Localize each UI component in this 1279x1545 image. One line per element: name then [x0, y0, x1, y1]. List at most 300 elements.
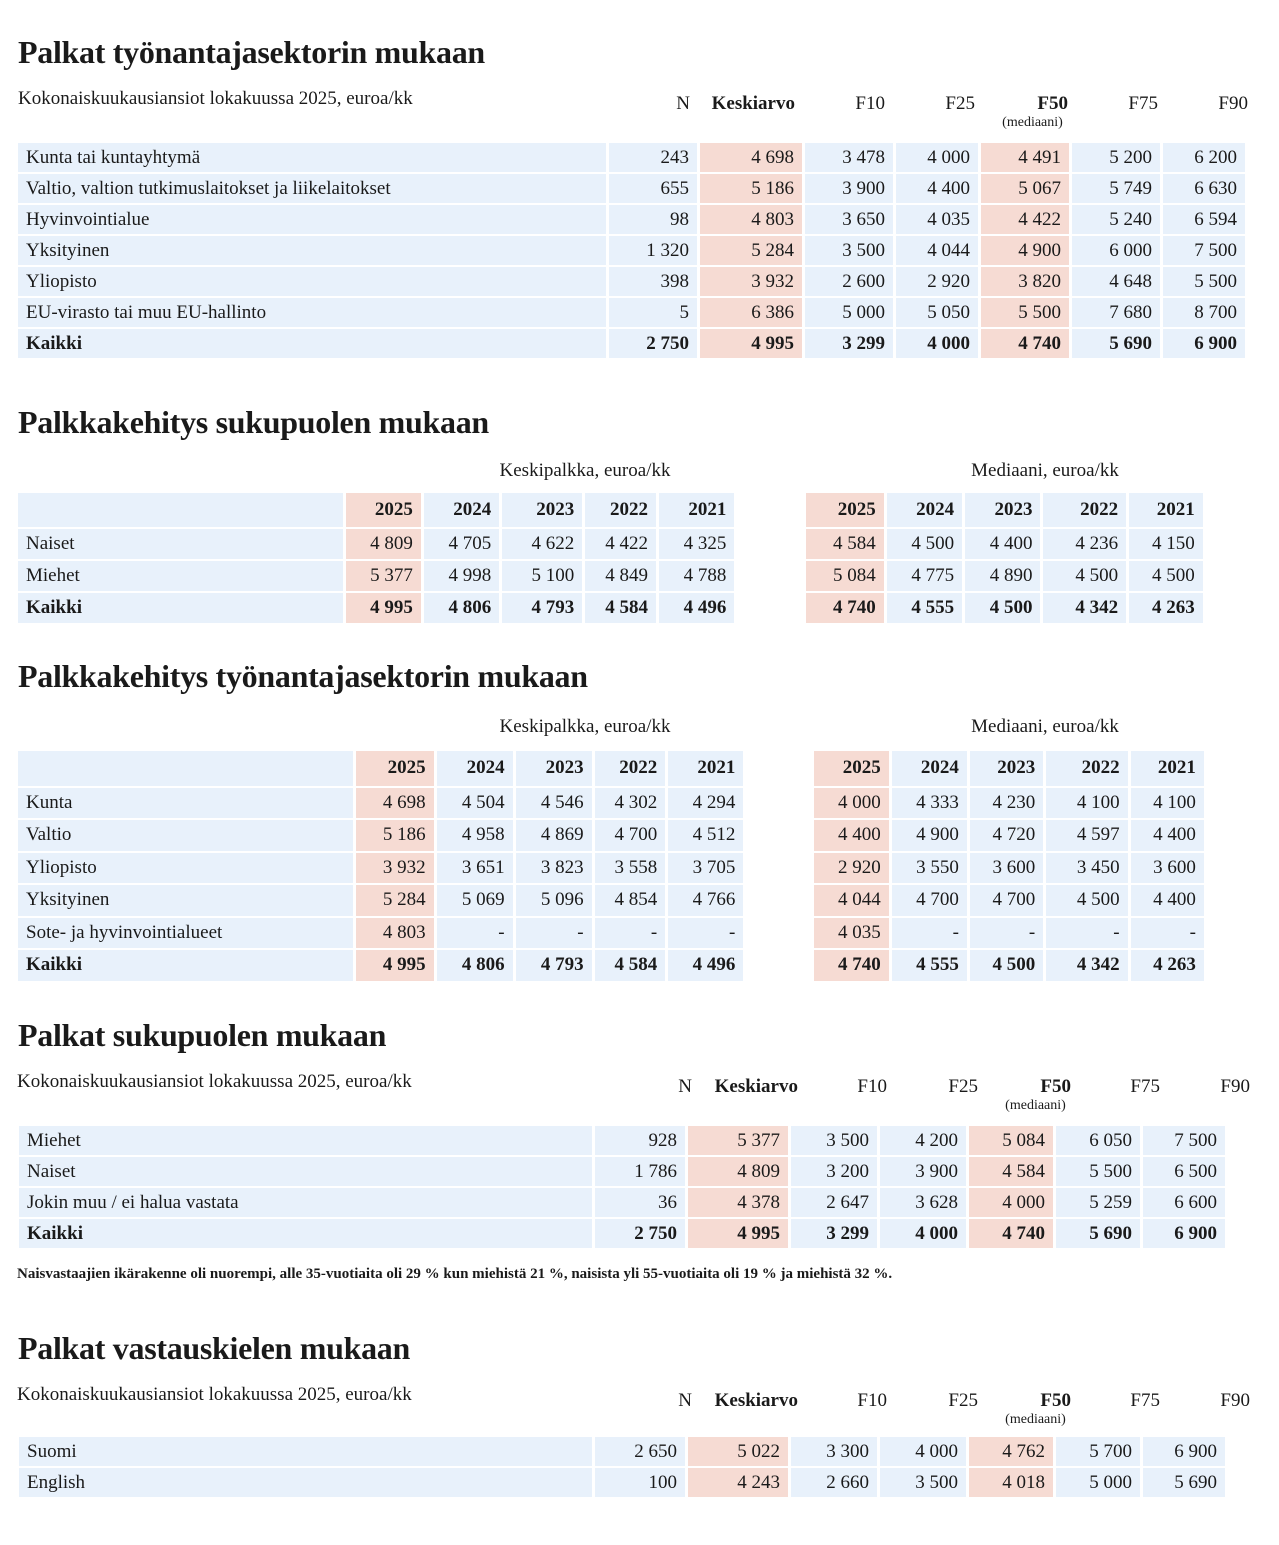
- table-cell: 4 500: [1129, 561, 1203, 591]
- table-cell: 5 690: [1056, 1219, 1140, 1248]
- year-header: 2022: [585, 493, 656, 527]
- table-cell: 5 000: [805, 298, 893, 327]
- row-label: Kaikki: [18, 329, 606, 358]
- table-cell: 4 018: [969, 1468, 1053, 1497]
- year-header: 2021: [659, 493, 734, 527]
- year-header-row: [18, 493, 1276, 527]
- table-row: [18, 174, 1245, 203]
- group-gap: [737, 529, 802, 559]
- table-cell: 5 377: [346, 561, 421, 591]
- table-cell: 3 600: [970, 853, 1043, 884]
- table-cell: 2 750: [595, 1219, 685, 1248]
- table-row: [19, 1219, 1225, 1248]
- table-cell: 3 558: [595, 853, 666, 884]
- row-label: Suomi: [19, 1437, 592, 1466]
- table-cell: 4 422: [981, 205, 1069, 234]
- table-cell: 5 067: [981, 174, 1069, 203]
- f50-label: F50: [1040, 1076, 1071, 1097]
- table-cell: 4 995: [688, 1219, 788, 1248]
- table-cell: 6 200: [1163, 143, 1245, 172]
- table-cell: 6 630: [1163, 174, 1245, 203]
- table-cell: 6 900: [1163, 329, 1245, 358]
- table-cell: 5 690: [1072, 329, 1160, 358]
- section-subtitle: Kokonaiskuukausiansiot lokakuussa 2025, euroa/kk: [17, 1384, 412, 1405]
- section-title: Palkkakehitys työnantajasektorin mukaan: [18, 658, 588, 694]
- table-cell: 4 766: [668, 885, 743, 916]
- col-header-f75: F75: [1130, 1076, 1160, 1097]
- table-cell: 4 793: [502, 593, 582, 623]
- table-cell: 5: [609, 298, 697, 327]
- table-cell: 4 500: [1046, 885, 1127, 916]
- table-cell: 3 900: [805, 174, 893, 203]
- table-row: [18, 853, 1276, 884]
- group-gap: [737, 493, 802, 527]
- section-title: Palkkakehitys sukupuolen mukaan: [18, 404, 489, 440]
- col-header-n: N: [676, 93, 690, 114]
- table-cell: 36: [595, 1188, 685, 1217]
- table-cell: 4 400: [1131, 885, 1204, 916]
- row-label: Sote- ja hyvinvointialueet: [18, 918, 353, 949]
- table-row: [18, 950, 1276, 981]
- table-cell: 5 000: [1056, 1468, 1140, 1497]
- table-cell: 4 854: [595, 885, 666, 916]
- table-cell: 4 700: [595, 820, 666, 851]
- table-row: [18, 593, 1276, 623]
- section-title: Palkat sukupuolen mukaan: [18, 1017, 387, 1053]
- table-cell: 5 284: [356, 885, 434, 916]
- year-header: 2025: [346, 493, 421, 527]
- footnote: Naisvastaajien ikärakenne oli nuorempi, alle 35-vuotiaita oli 29 % kun miehistä 21 %, naisista yli 55-vuotiaita oli 19 % ja miehistä 32 %.: [17, 1266, 893, 1282]
- table-cell: 4 584: [806, 529, 884, 559]
- table-cell: 243: [609, 143, 697, 172]
- col-header-f75: F75: [1130, 1390, 1160, 1411]
- table-cell: 4 044: [814, 885, 889, 916]
- table-cell: 3 478: [805, 143, 893, 172]
- table-cell: 4 546: [516, 788, 592, 819]
- table-cell: 5 690: [1143, 1468, 1225, 1497]
- section-subtitle: Kokonaiskuukausiansiot lokakuussa 2025, euroa/kk: [18, 88, 413, 109]
- table-cell: 7 500: [1163, 236, 1245, 265]
- table-cell: 4 809: [688, 1157, 788, 1186]
- table-cell: -: [437, 918, 513, 949]
- year-header: 2021: [1131, 751, 1204, 786]
- table-cell: 4 000: [814, 788, 889, 819]
- table-row: [18, 788, 1276, 819]
- group-gap: [746, 853, 810, 884]
- year-header: 2025: [806, 493, 884, 527]
- table-cell: 98: [609, 205, 697, 234]
- table-cell: 4 890: [965, 561, 1040, 591]
- row-label: EU-virasto tai muu EU-hallinto: [18, 298, 606, 327]
- table-cell: 4 597: [1046, 820, 1127, 851]
- table-cell: 4 555: [892, 950, 967, 981]
- table-cell: 4 302: [595, 788, 666, 819]
- table-cell: 4 803: [356, 918, 434, 949]
- table-cell: 4 803: [700, 205, 802, 234]
- table-cell: 3 200: [791, 1157, 877, 1186]
- table-cell: 4 035: [896, 205, 978, 234]
- table-cell: 3 932: [700, 267, 802, 296]
- table-cell: 5 377: [688, 1126, 788, 1155]
- table-cell: 7 500: [1143, 1126, 1225, 1155]
- group-gap: [746, 918, 810, 949]
- table-cell: 4 958: [437, 820, 513, 851]
- table-cell: 2 750: [609, 329, 697, 358]
- table-cell: 3 299: [805, 329, 893, 358]
- section-subtitle: Kokonaiskuukausiansiot lokakuussa 2025, euroa/kk: [17, 1071, 412, 1092]
- section-title: Palkat vastauskielen mukaan: [18, 1330, 410, 1366]
- table-cell: 8 700: [1163, 298, 1245, 327]
- table-cell: 4 491: [981, 143, 1069, 172]
- table-cell: 4 000: [896, 329, 978, 358]
- col-header-n: N: [678, 1390, 692, 1411]
- table-cell: 4 793: [516, 950, 592, 981]
- table-cell: 4 788: [659, 561, 734, 591]
- table-cell: 5 700: [1056, 1437, 1140, 1466]
- table-cell: 5 186: [700, 174, 802, 203]
- table-cell: 3 820: [981, 267, 1069, 296]
- col-header-f90: F90: [1220, 1390, 1250, 1411]
- table-cell: 3 450: [1046, 853, 1127, 884]
- col-header-f50: [985, 93, 1080, 131]
- year-header: 2023: [502, 493, 582, 527]
- table-cell: 4 500: [970, 950, 1043, 981]
- table-cell: 4 500: [887, 529, 962, 559]
- table-cell: 4 705: [424, 529, 499, 559]
- row-label: Yliopisto: [18, 267, 606, 296]
- table-row: [18, 205, 1245, 234]
- header-empty-cell: [18, 493, 343, 527]
- table-language-salaries: [16, 1435, 1228, 1499]
- table-row: [19, 1157, 1225, 1186]
- table-cell: 5 096: [516, 885, 592, 916]
- table-cell: 4 342: [1043, 593, 1126, 623]
- table-cell: 4 622: [502, 529, 582, 559]
- table-cell: 4 648: [1072, 267, 1160, 296]
- table-cell: 4 809: [346, 529, 421, 559]
- table-cell: 4 400: [965, 529, 1040, 559]
- table-cell: 4 400: [814, 820, 889, 851]
- year-header: 2023: [516, 751, 592, 786]
- table-cell: 2 647: [791, 1188, 877, 1217]
- table-cell: 3 299: [791, 1219, 877, 1248]
- f50-label: F50: [1037, 93, 1068, 114]
- table-cell: 4 762: [969, 1437, 1053, 1466]
- group-header-mean: Keskipalkka, euroa/kk: [499, 460, 671, 481]
- row-label: Miehet: [19, 1126, 592, 1155]
- col-header-mean: Keskiarvo: [714, 1390, 798, 1411]
- table-cell: 4 150: [1129, 529, 1203, 559]
- table-cell: 5 084: [969, 1126, 1053, 1155]
- table-cell: 4 044: [896, 236, 978, 265]
- table-cell: 4 236: [1043, 529, 1126, 559]
- table-cell: 4 263: [1131, 950, 1204, 981]
- group-gap: [746, 950, 810, 981]
- table-cell: 4 700: [970, 885, 1043, 916]
- table-cell: -: [970, 918, 1043, 949]
- table-cell: 4 000: [880, 1219, 966, 1248]
- median-note: (mediaani): [1005, 1412, 1066, 1427]
- table-cell: 3 900: [880, 1157, 966, 1186]
- table-cell: 6 600: [1143, 1188, 1225, 1217]
- table-row: [19, 1468, 1225, 1497]
- table-cell: 4 333: [892, 788, 967, 819]
- row-label: English: [19, 1468, 592, 1497]
- table-cell: 4 100: [1046, 788, 1127, 819]
- table-cell: 4 555: [887, 593, 962, 623]
- col-header-mean: Keskiarvo: [714, 1076, 798, 1097]
- table-cell: 5 186: [356, 820, 434, 851]
- table-cell: 4 740: [814, 950, 889, 981]
- year-header: 2024: [437, 751, 513, 786]
- table-cell: -: [595, 918, 666, 949]
- row-label: Yksityinen: [18, 236, 606, 265]
- table-cell: 4 400: [1131, 820, 1204, 851]
- table-cell: 4 998: [424, 561, 499, 591]
- table-cell: 3 823: [516, 853, 592, 884]
- table-cell: 4 504: [437, 788, 513, 819]
- row-label: Naiset: [18, 529, 343, 559]
- table-cell: 6 050: [1056, 1126, 1140, 1155]
- table-cell: 4 325: [659, 529, 734, 559]
- col-header-f90: F90: [1218, 93, 1248, 114]
- table-cell: 4 342: [1046, 950, 1127, 981]
- table-row: [19, 1126, 1225, 1155]
- group-gap: [746, 820, 810, 851]
- table-gender-trend: [15, 491, 1279, 625]
- col-header-f25: F25: [948, 1390, 978, 1411]
- col-header-f10: F10: [855, 93, 885, 114]
- table-cell: 2 920: [896, 267, 978, 296]
- table-cell: 4 500: [1043, 561, 1126, 591]
- table-cell: 4 035: [814, 918, 889, 949]
- table-cell: 2 650: [595, 1437, 685, 1466]
- table-cell: 5 200: [1072, 143, 1160, 172]
- table-cell: 3 500: [880, 1468, 966, 1497]
- year-header: 2024: [892, 751, 967, 786]
- table-cell: 4 000: [880, 1437, 966, 1466]
- row-label: Naiset: [19, 1157, 592, 1186]
- row-label: Miehet: [18, 561, 343, 591]
- table-cell: 5 500: [1056, 1157, 1140, 1186]
- table-cell: 4 000: [896, 143, 978, 172]
- table-cell: 3 500: [791, 1126, 877, 1155]
- table-cell: 4 584: [595, 950, 666, 981]
- table-cell: -: [516, 918, 592, 949]
- table-cell: 4 263: [1129, 593, 1203, 623]
- table-cell: -: [1131, 918, 1204, 949]
- table-cell: 4 378: [688, 1188, 788, 1217]
- table-cell: -: [892, 918, 967, 949]
- table-cell: 3 550: [892, 853, 967, 884]
- table-row: [18, 236, 1245, 265]
- table-cell: 4 584: [969, 1157, 1053, 1186]
- table-cell: 6 000: [1072, 236, 1160, 265]
- table-cell: 398: [609, 267, 697, 296]
- table-cell: 5 240: [1072, 205, 1160, 234]
- table-cell: 4 700: [892, 885, 967, 916]
- year-header: 2022: [1043, 493, 1126, 527]
- group-gap: [737, 593, 802, 623]
- table-cell: 4 698: [356, 788, 434, 819]
- col-header-mean: Keskiarvo: [711, 93, 795, 114]
- col-header-f50: [988, 1390, 1083, 1428]
- table-cell: 3 651: [437, 853, 513, 884]
- table-cell: 4 230: [970, 788, 1043, 819]
- table-row: [18, 561, 1276, 591]
- table-cell: 4 584: [585, 593, 656, 623]
- table-cell: 2 920: [814, 853, 889, 884]
- row-label: Kunta: [18, 788, 353, 819]
- row-label: Kaikki: [18, 950, 353, 981]
- table-cell: 4 740: [981, 329, 1069, 358]
- table-cell: -: [1046, 918, 1127, 949]
- table-cell: 3 650: [805, 205, 893, 234]
- table-cell: 4 100: [1131, 788, 1204, 819]
- table-row: [18, 298, 1245, 327]
- table-cell: 5 284: [700, 236, 802, 265]
- table-cell: 100: [595, 1468, 685, 1497]
- row-label: Kaikki: [19, 1219, 592, 1248]
- table-cell: 928: [595, 1126, 685, 1155]
- table-sector-salaries: [15, 141, 1248, 360]
- table-cell: 6 900: [1143, 1219, 1225, 1248]
- year-header: 2021: [1129, 493, 1203, 527]
- table-cell: 4 720: [970, 820, 1043, 851]
- table-row: [18, 885, 1276, 916]
- table-cell: 3 500: [805, 236, 893, 265]
- table-cell: 7 680: [1072, 298, 1160, 327]
- group-gap: [746, 751, 810, 786]
- table-row: [18, 267, 1245, 296]
- table-cell: 4 900: [892, 820, 967, 851]
- f50-label: F50: [1040, 1390, 1071, 1411]
- row-label: Jokin muu / ei halua vastata: [19, 1188, 592, 1217]
- table-cell: 4 698: [700, 143, 802, 172]
- table-cell: 5 050: [896, 298, 978, 327]
- col-header-f25: F25: [948, 1076, 978, 1097]
- table-sector-trend: [15, 749, 1279, 983]
- group-header-median: Mediaani, euroa/kk: [971, 716, 1119, 737]
- group-header-median: Mediaani, euroa/kk: [971, 460, 1119, 481]
- table-cell: 3 628: [880, 1188, 966, 1217]
- col-header-f75: F75: [1128, 93, 1158, 114]
- year-header: 2023: [970, 751, 1043, 786]
- year-header: 2022: [1046, 751, 1127, 786]
- col-header-f90: F90: [1220, 1076, 1250, 1097]
- table-cell: 2 600: [805, 267, 893, 296]
- table-cell: 4 995: [346, 593, 421, 623]
- col-header-f50: [988, 1076, 1083, 1114]
- table-cell: 4 400: [896, 174, 978, 203]
- table-cell: 4 200: [880, 1126, 966, 1155]
- row-label: Valtio: [18, 820, 353, 851]
- table-cell: 3 705: [668, 853, 743, 884]
- table-gender-salaries: [16, 1124, 1228, 1250]
- row-label: Valtio, valtion tutkimuslaitokset ja liikelaitokset: [18, 174, 606, 203]
- table-cell: 655: [609, 174, 697, 203]
- group-gap: [746, 885, 810, 916]
- year-header: 2025: [356, 751, 434, 786]
- table-cell: 3 300: [791, 1437, 877, 1466]
- col-header-f10: F10: [857, 1390, 887, 1411]
- table-cell: 4 740: [969, 1219, 1053, 1248]
- table-cell: 4 000: [969, 1188, 1053, 1217]
- table-cell: 5 500: [981, 298, 1069, 327]
- year-header: 2024: [887, 493, 962, 527]
- group-header-mean: Keskipalkka, euroa/kk: [499, 716, 671, 737]
- table-cell: 4 806: [424, 593, 499, 623]
- table-cell: 5 022: [688, 1437, 788, 1466]
- group-gap: [737, 561, 802, 591]
- section-title: Palkat työnantajasektorin mukaan: [18, 34, 485, 70]
- table-row: [18, 918, 1276, 949]
- table-cell: 6 594: [1163, 205, 1245, 234]
- median-note: (mediaani): [1005, 1098, 1066, 1113]
- table-cell: 3 932: [356, 853, 434, 884]
- col-header-f10: F10: [857, 1076, 887, 1097]
- row-label: Hyvinvointialue: [18, 205, 606, 234]
- group-gap: [746, 788, 810, 819]
- year-header: 2024: [424, 493, 499, 527]
- table-cell: 4 995: [356, 950, 434, 981]
- median-note: (mediaani): [1002, 115, 1063, 130]
- table-row: [18, 329, 1245, 358]
- table-cell: 4 849: [585, 561, 656, 591]
- table-row: [18, 143, 1245, 172]
- table-cell: 4 740: [806, 593, 884, 623]
- table-cell: 6 500: [1143, 1157, 1225, 1186]
- table-cell: 6 900: [1143, 1437, 1225, 1466]
- table-row: [19, 1188, 1225, 1217]
- table-cell: 4 512: [668, 820, 743, 851]
- table-cell: 4 422: [585, 529, 656, 559]
- col-header-n: N: [678, 1076, 692, 1097]
- col-header-f25: F25: [945, 93, 975, 114]
- row-label: Kaikki: [18, 593, 343, 623]
- table-cell: 4 900: [981, 236, 1069, 265]
- table-row: [18, 820, 1276, 851]
- year-header: 2025: [814, 751, 889, 786]
- table-cell: -: [668, 918, 743, 949]
- table-cell: 5 100: [502, 561, 582, 591]
- table-cell: 4 806: [437, 950, 513, 981]
- table-cell: 5 259: [1056, 1188, 1140, 1217]
- table-cell: 4 775: [887, 561, 962, 591]
- year-header: 2021: [668, 751, 743, 786]
- table-cell: 6 386: [700, 298, 802, 327]
- table-cell: 5 084: [806, 561, 884, 591]
- table-cell: 4 294: [668, 788, 743, 819]
- table-row: [19, 1437, 1225, 1466]
- year-header: 2023: [965, 493, 1040, 527]
- table-cell: 1 320: [609, 236, 697, 265]
- table-row: [18, 529, 1276, 559]
- year-header: 2022: [595, 751, 666, 786]
- table-cell: 5 749: [1072, 174, 1160, 203]
- row-label: Yksityinen: [18, 885, 353, 916]
- row-label: Kunta tai kuntayhtymä: [18, 143, 606, 172]
- table-cell: 2 660: [791, 1468, 877, 1497]
- table-cell: 4 496: [668, 950, 743, 981]
- table-cell: 4 496: [659, 593, 734, 623]
- year-header-row: [18, 751, 1276, 786]
- table-cell: 4 243: [688, 1468, 788, 1497]
- table-cell: 4 869: [516, 820, 592, 851]
- table-cell: 4 995: [700, 329, 802, 358]
- header-empty-cell: [18, 751, 353, 786]
- table-cell: 5 500: [1163, 267, 1245, 296]
